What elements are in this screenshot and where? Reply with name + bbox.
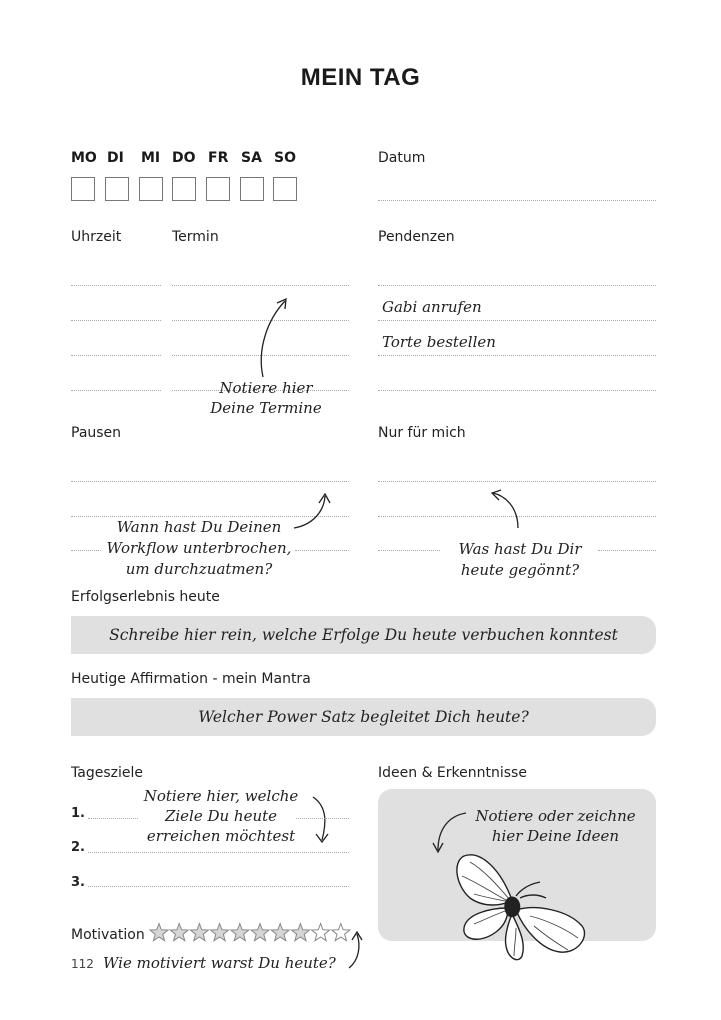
star-icon[interactable] [190, 924, 208, 941]
nur-fuer-mich-note [440, 539, 600, 581]
goal-line[interactable] [88, 852, 349, 853]
pausen-note-line: Wann hast Du Deinen [116, 518, 282, 536]
ziele-note-line: erreichen möchtest [146, 827, 296, 845]
weekday-checkbox-so[interactable] [273, 177, 297, 201]
ziele-note-line: Ziele Du heute [164, 807, 278, 825]
datum-line[interactable] [378, 200, 656, 201]
weekday-label-sa: SA [241, 150, 262, 166]
arrow-up-icon [345, 930, 367, 972]
weekday-checkbox-di[interactable] [105, 177, 129, 201]
star-icon[interactable] [271, 924, 289, 941]
affirmation-prompt: Welcher Power Satz begleitet Dich heute? [198, 708, 529, 726]
weekday-checkbox-sa[interactable] [240, 177, 264, 201]
ideen-note-line: hier Deine Ideen [491, 827, 620, 845]
star-icon[interactable] [291, 924, 309, 941]
pendenz-entry: Torte bestellen [382, 333, 496, 351]
pausen-line[interactable] [71, 481, 349, 482]
weekday-checkbox-mi[interactable] [139, 177, 163, 201]
nur-fuer-mich-note-line: Was hast Du Dir [458, 540, 582, 558]
uhrzeit-line[interactable] [71, 320, 161, 321]
weekday-label-mi: MI [141, 150, 161, 166]
goal-line[interactable] [88, 886, 349, 887]
weekday-label-fr: FR [208, 150, 229, 166]
arrow-curve-icon [488, 488, 528, 533]
nur-fuer-mich-line[interactable] [378, 481, 656, 482]
goal-line[interactable] [296, 818, 349, 819]
butterfly-illustration [450, 848, 590, 963]
uhrzeit-line[interactable] [71, 355, 161, 356]
ziele-note-line: Notiere hier, welche [143, 787, 299, 805]
erfolgserlebnis-label: Erfolgserlebnis heute [71, 589, 220, 605]
weekday-label-di: DI [107, 150, 124, 166]
star-icon[interactable] [150, 924, 168, 941]
star-icon[interactable] [211, 924, 229, 941]
pausen-label: Pausen [71, 425, 122, 441]
uhrzeit-line[interactable] [71, 285, 161, 286]
goal-number: 3. [71, 875, 85, 890]
pausen-note-line: um durchzuatmen? [125, 560, 273, 578]
ideen-label: Ideen & Erkenntnisse [378, 765, 527, 781]
motivation-rating[interactable] [149, 921, 354, 945]
nur-fuer-mich-label: Nur für mich [378, 425, 466, 441]
pausen-note-line: Workflow unterbrochen, [106, 539, 292, 557]
weekday-checkbox-do[interactable] [172, 177, 196, 201]
termin-line[interactable] [172, 285, 349, 286]
arrow-down-icon [310, 795, 335, 847]
arrow-up-icon [255, 295, 295, 385]
motivation-note: Wie motiviert warst Du heute? [103, 954, 336, 972]
datum-label: Datum [378, 150, 426, 166]
page-number: 112 [71, 957, 94, 971]
termine-note-line: Notiere hier [219, 379, 313, 397]
nur-fuer-mich-note-line: heute gegönnt? [460, 561, 580, 579]
nur-fuer-mich-line[interactable] [378, 550, 440, 551]
star-rating[interactable] [149, 921, 354, 945]
pendenzen-line[interactable] [378, 285, 656, 286]
weekday-label-mo: MO [71, 150, 97, 166]
weekday-label-so: SO [274, 150, 296, 166]
goal-line[interactable] [88, 818, 138, 819]
pendenzen-label: Pendenzen [378, 229, 455, 245]
pausen-note [94, 517, 304, 580]
star-icon[interactable] [312, 924, 330, 941]
erfolg-banner[interactable] [71, 616, 656, 654]
affirmation-label: Heutige Affirmation - mein Mantra [71, 671, 311, 687]
pendenz-entry: Gabi anrufen [382, 298, 482, 316]
pendenzen-line[interactable] [378, 320, 656, 321]
goal-number: 2. [71, 840, 85, 855]
weekday-checkbox-fr[interactable] [206, 177, 230, 201]
termine-note-line: Deine Termine [210, 399, 322, 417]
tagesziele-label: Tagesziele [71, 765, 143, 781]
pendenzen-line[interactable] [378, 390, 656, 391]
page-title: MEIN TAG [300, 64, 421, 91]
uhrzeit-label: Uhrzeit [71, 229, 122, 245]
ziele-note [126, 786, 316, 846]
goal-number: 1. [71, 806, 85, 821]
erfolg-prompt: Schreibe hier rein, welche Erfolge Du heute verbuchen konntest [109, 626, 618, 644]
weekday-checkbox-mo[interactable] [71, 177, 95, 201]
nur-fuer-mich-line[interactable] [598, 550, 656, 551]
termin-label: Termin [172, 229, 219, 245]
star-icon[interactable] [231, 924, 249, 941]
star-icon[interactable] [251, 924, 269, 941]
termine-note [196, 378, 336, 418]
pendenzen-line[interactable] [378, 355, 656, 356]
weekday-label-do: DO [172, 150, 196, 166]
ideen-note-line: Notiere oder zeichne [475, 807, 636, 825]
uhrzeit-line[interactable] [71, 390, 161, 391]
affirmation-banner[interactable] [71, 698, 656, 736]
ideen-note [468, 806, 643, 846]
motivation-label: Motivation [71, 927, 145, 943]
star-icon[interactable] [170, 924, 188, 941]
